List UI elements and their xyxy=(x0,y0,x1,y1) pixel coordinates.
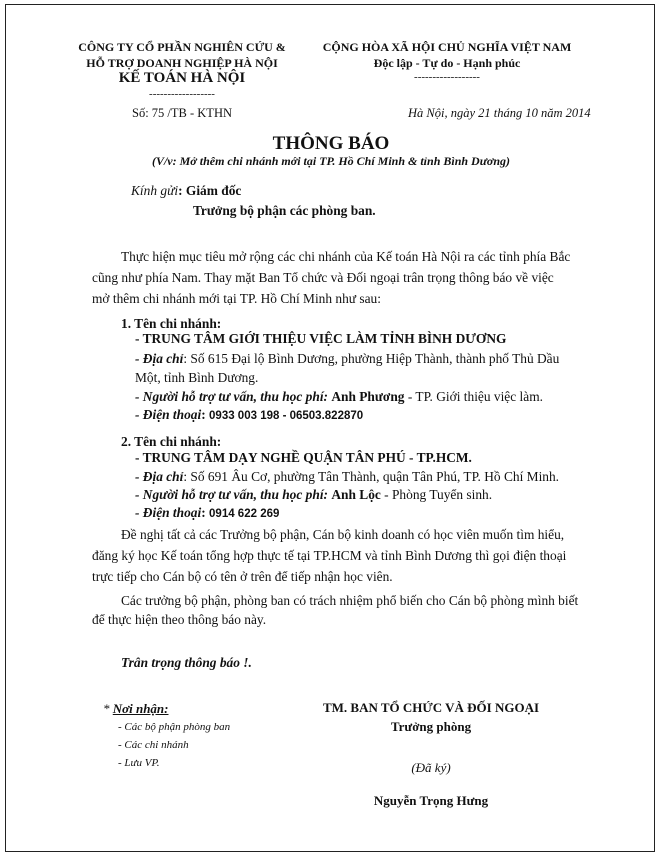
branch1-name: - TRUNG TÂM GIỚI THIỆU VIỆC LÀM TỈNH BÌNH DƯƠNG xyxy=(135,331,507,346)
recipient-department-heads: Trưởng bộ phận các phòng ban. xyxy=(193,203,376,218)
national-divider: ------------------ xyxy=(414,71,480,83)
recipients-label: Kính gửi xyxy=(131,183,179,198)
signature-organization: TM. BAN TỔ CHỨC VÀ ĐỐI NGOẠI xyxy=(322,700,540,715)
branch1-phone-colon: : xyxy=(201,407,210,422)
branch2-support-label: - Người hỗ trợ tư vấn, thu học phí: xyxy=(135,487,332,502)
distribution-item-2: - Các chi nhánh xyxy=(118,739,189,751)
signature-role: Trưởng phòng xyxy=(390,719,472,734)
national-motto: Độc lập - Tự do - Hạnh phúc xyxy=(373,56,521,70)
company-divider: ------------------ xyxy=(149,88,215,100)
recipient-director: : Giám đốc xyxy=(178,183,242,198)
branch2-heading: 2. Tên chi nhánh: xyxy=(121,434,222,449)
branch1-support xyxy=(135,389,543,405)
branch1-address-label: - Địa chỉ xyxy=(135,351,184,366)
document-number: Số: 75 /TB - KTHN xyxy=(132,106,232,120)
branch1-phone-label: - Điện thoại xyxy=(135,407,202,422)
company-name-line2: HỖ TRỢ DOANH NGHIỆP HÀ NỘI xyxy=(86,56,278,70)
branch1-support-role: - TP. Giới thiệu việc làm. xyxy=(404,389,543,404)
branch2-phone-colon: : xyxy=(201,505,210,520)
company-name-line1: CÔNG TY CỔ PHẦN NGHIÊN CỨU & xyxy=(78,40,286,54)
request-line2: đăng ký học Kế toán tổng hợp thực tế tại TP.HCM và tỉnh Bình Dương thì gọi điện thoại xyxy=(92,548,567,563)
signature-signed: (Đã ký) xyxy=(411,760,451,775)
branch2-phone-line xyxy=(135,505,279,521)
document-subject: (V/v: Mở thêm chi nhánh mới tại TP. Hồ Chí Minh & tỉnh Bình Dương) xyxy=(151,154,511,168)
request-line3: trực tiếp cho Cán bộ có tên ở trên để tiếp nhận học viên. xyxy=(92,569,393,584)
branch2-support-role: - Phòng Tuyển sinh. xyxy=(380,487,493,502)
branch2-address-label: - Địa chỉ xyxy=(135,469,184,484)
branch1-phone-number: 0933 003 198 - 06503.822870 xyxy=(209,410,364,422)
intro-line2: cũng như phía Nam. Thay mặt Ban Tổ chức và Đối ngoại trân trọng thông báo về việc xyxy=(92,270,554,285)
closing-greeting: Trân trọng thông báo !. xyxy=(121,655,252,670)
branch1-address-text: : Số 615 Đại lộ Bình Dương, phường Hiệp Thành, thành phố Thủ Dầu xyxy=(183,351,560,366)
dissemination-line2: để thực hiện theo thông báo này. xyxy=(92,612,267,627)
branch1-support-label: - Người hỗ trợ tư vấn, thu học phí: xyxy=(135,389,332,404)
branch2-support-name: Anh Lộc xyxy=(331,487,381,502)
distribution-item-3: - Lưu VP. xyxy=(118,757,160,769)
recipients-line1 xyxy=(131,183,241,199)
branch2-phone-label: - Điện thoại xyxy=(135,505,202,520)
branch2-phone-number: 0914 622 269 xyxy=(209,508,280,520)
branch2-name: - TRUNG TÂM DẠY NGHỀ QUẬN TÂN PHÚ - TP.HCM. xyxy=(135,450,472,465)
intro-line3: mở thêm chi nhánh mới tại TP. Hồ Chí Minh như sau: xyxy=(92,291,381,306)
document-title: THÔNG BÁO xyxy=(272,133,390,154)
branch1-address-line1 xyxy=(135,351,559,367)
national-title: CỘNG HÒA XÃ HỘI CHỦ NGHĨA VIỆT NAM xyxy=(322,40,572,54)
issue-date: Hà Nội, ngày 21 tháng 10 năm 2014 xyxy=(408,106,591,120)
branch1-address-line2: Một, tỉnh Bình Dương. xyxy=(135,370,259,385)
distribution-star: * xyxy=(103,701,113,716)
company-brand: KẾ TOÁN HÀ NỘI xyxy=(118,70,246,86)
intro-line1: Thực hiện mục tiêu mở rộng các chi nhánh của Kế toán Hà Nội ra các tỉnh phía Bắc xyxy=(121,249,571,264)
distribution-item-1: - Các bộ phận phòng ban xyxy=(118,721,231,733)
branch2-address-line xyxy=(135,469,559,485)
request-line1: Đề nghị tất cả các Trưởng bộ phận, Cán bộ kinh doanh có học viên muốn tìm hiểu, xyxy=(121,527,565,542)
signer-name: Nguyễn Trọng Hưng xyxy=(373,793,489,808)
branch1-support-name: Anh Phương xyxy=(331,389,405,404)
branch1-heading: 1. Tên chi nhánh: xyxy=(121,316,222,331)
branch2-support xyxy=(135,487,492,503)
branch1-phone-line xyxy=(135,407,363,423)
branch2-address-text: : Số 691 Âu Cơ, phường Tân Thành, quận Tân Phú, TP. Hồ Chí Minh. xyxy=(183,469,560,484)
dissemination-line1: Các trưởng bộ phận, phòng ban có trách nhiệm phổ biến cho Cán bộ phòng mình biết xyxy=(121,593,579,608)
distribution-heading xyxy=(103,701,169,717)
distribution-label: Nơi nhận: xyxy=(112,701,169,716)
